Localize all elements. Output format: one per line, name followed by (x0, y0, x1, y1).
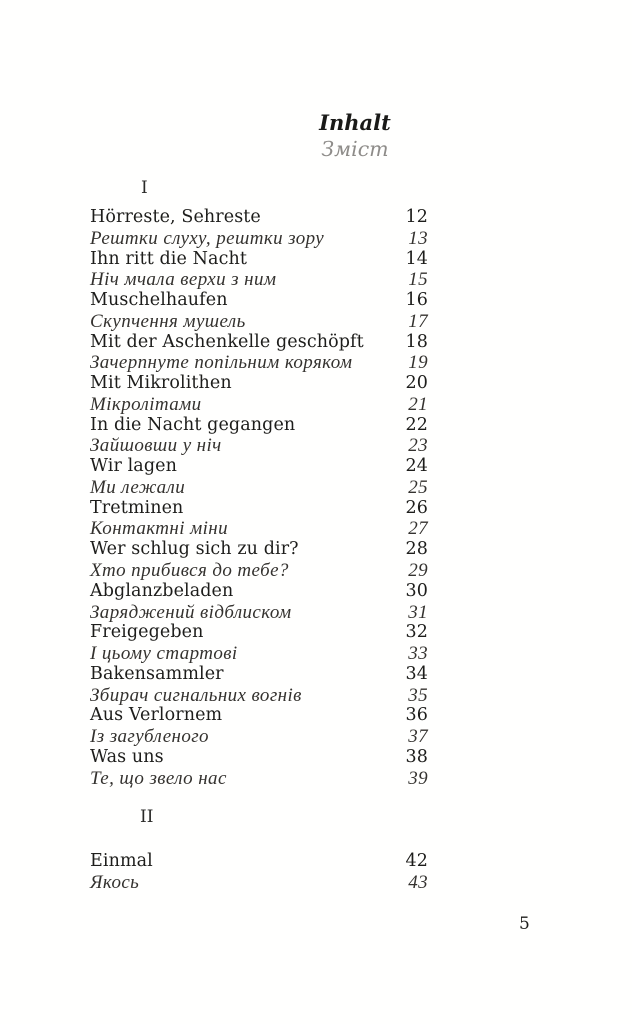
toc-row (90, 581, 428, 602)
toc-row (90, 311, 428, 332)
toc-row (90, 872, 428, 893)
toc-row (90, 207, 428, 228)
toc-heading-ukrainian: Зміст (321, 137, 389, 161)
toc-entry-title: Із загубленого (90, 726, 209, 748)
toc-entry-page: 38 (405, 746, 428, 767)
toc-entry-title: Wer schlug sich zu dir? (90, 539, 299, 560)
toc-entry-page: 43 (408, 871, 428, 893)
toc-entry-page: 29 (408, 560, 428, 582)
toc-section-1 (90, 207, 428, 788)
toc-entry-page: 26 (405, 497, 428, 518)
toc-row (90, 498, 428, 519)
toc-row (90, 726, 428, 747)
toc-entry-title: Хто прибився до тебе? (90, 560, 289, 582)
toc-row (90, 664, 428, 685)
toc-entry-page: 39 (408, 767, 428, 789)
toc-entry-page: 15 (408, 269, 428, 291)
toc-heading (230, 111, 480, 161)
toc-row (90, 228, 428, 249)
toc-row (90, 373, 428, 394)
toc-entry-title: Мікролітами (90, 393, 202, 415)
toc-row (90, 415, 428, 436)
toc-entry-page: 24 (405, 456, 428, 477)
toc-entry-page: 22 (405, 414, 428, 435)
toc-entry-title: І цьому стартові (90, 643, 238, 665)
toc-row (90, 747, 428, 768)
toc-entry-page: 21 (408, 393, 428, 415)
toc-section-2 (90, 851, 428, 893)
toc-entry-title: Freigegeben (90, 622, 204, 643)
toc-entry-page: 12 (405, 207, 428, 227)
toc-entry-page: 32 (405, 622, 428, 643)
toc-row (90, 768, 428, 789)
toc-row (90, 352, 428, 373)
toc-entry-title: Abglanzbeladen (90, 580, 234, 601)
toc-entry-title: Einmal (90, 851, 153, 871)
toc-row (90, 290, 428, 311)
toc-row (90, 435, 428, 456)
section-numeral-2: II (140, 807, 154, 827)
toc-row (90, 518, 428, 539)
toc-row (90, 269, 428, 290)
toc-entry-page: 35 (408, 684, 428, 706)
toc-entry-title: Заряджений відблиском (90, 601, 292, 623)
toc-entry-title: Bakensammler (90, 663, 224, 684)
toc-entry-title: Mit Mikrolithen (90, 373, 232, 394)
toc-entry-page: 37 (408, 726, 428, 748)
toc-entry-page: 13 (408, 227, 428, 249)
toc-entry-title: Ihn ritt die Nacht (90, 248, 247, 269)
toc-row (90, 851, 428, 872)
toc-entry-title: Збирач сигнальних вогнів (90, 684, 302, 706)
toc-entry-title: Hörreste, Sehreste (90, 207, 261, 227)
toc-entry-page: 28 (405, 539, 428, 560)
toc-entry-title: Was uns (90, 746, 164, 767)
toc-entry-title: Зайшовши у ніч (90, 435, 222, 457)
toc-entry-title: Рештки слуху, рештки зору (90, 227, 325, 249)
toc-entry-title: In die Nacht gegangen (90, 414, 296, 435)
toc-entry-page: 34 (405, 663, 428, 684)
toc-entry-page: 17 (408, 310, 428, 332)
toc-entry-page: 23 (408, 435, 428, 457)
toc-row (90, 456, 428, 477)
toc-row (90, 622, 428, 643)
toc-entry-page: 19 (408, 352, 428, 374)
toc-entry-page: 31 (408, 601, 428, 623)
toc-entry-title: Aus Verlornem (90, 705, 223, 726)
toc-entry-title: Якось (90, 871, 140, 893)
toc-entry-title: Tretminen (90, 497, 184, 518)
toc-entry-title: Muschelhaufen (90, 290, 228, 311)
toc-row (90, 643, 428, 664)
toc-entry-page: 18 (405, 331, 428, 352)
toc-row (90, 477, 428, 498)
section-numeral-1: I (141, 178, 148, 198)
page-number: 5 (519, 914, 530, 934)
toc-row (90, 602, 428, 623)
toc-row (90, 249, 428, 270)
toc-entry-page: 42 (405, 851, 428, 871)
toc-entry-page: 33 (408, 643, 428, 665)
toc-entry-title: Ми лежали (90, 476, 186, 498)
toc-row (90, 539, 428, 560)
toc-entry-page: 27 (408, 518, 428, 540)
toc-row (90, 685, 428, 706)
toc-entry-page: 16 (405, 290, 428, 311)
toc-entry-page: 25 (408, 476, 428, 498)
toc-entry-title: Контактні міни (90, 518, 229, 540)
toc-entry-title: Скупчення мушель (90, 310, 246, 332)
toc-entry-page: 30 (405, 580, 428, 601)
toc-row (90, 705, 428, 726)
toc-entry-title: Ніч мчала верхи з ним (90, 269, 277, 291)
toc-entry-title: Mit der Aschenkelle geschöpft (90, 331, 364, 352)
toc-entry-page: 20 (405, 373, 428, 394)
toc-entry-page: 14 (405, 248, 428, 269)
toc-entry-title: Зачерпнуте попільним коряком (90, 352, 353, 374)
toc-row (90, 332, 428, 353)
toc-entry-title: Wir lagen (90, 456, 177, 477)
toc-entry-page: 36 (405, 705, 428, 726)
toc-row (90, 560, 428, 581)
toc-entry-title: Те, що звело нас (90, 767, 227, 789)
toc-heading-german: Inhalt (319, 110, 391, 135)
toc-row (90, 394, 428, 415)
